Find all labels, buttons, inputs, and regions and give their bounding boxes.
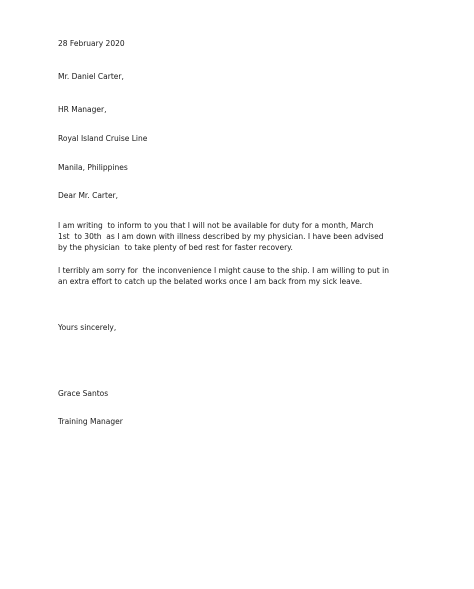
letter-date: 28 February 2020 (58, 39, 125, 48)
salutation: Dear Mr. Carter, (58, 191, 119, 200)
sender-name: Grace Santos (58, 389, 109, 398)
company-name: Royal Island Cruise Line (58, 134, 148, 143)
paragraph-2-line: I terribly am sorry for the inconvenience I might cause to the ship. I am willing to put in (58, 266, 389, 275)
company-location: Manila, Philippines (58, 163, 128, 172)
paragraph-1-line: 1st to 30th as I am down with illness described by my physician. I have been advised (58, 232, 384, 241)
recipient-name: Mr. Daniel Carter, (58, 72, 124, 81)
closing: Yours sincerely, (58, 323, 117, 332)
paragraph-2-line: an extra effort to catch up the belated works once I am back from my sick leave. (58, 277, 363, 286)
paragraph-1-line: by the physician to take plenty of bed rest for faster recovery. (58, 243, 293, 252)
body-paragraph-2 (58, 265, 428, 287)
paragraph-1-line: I am writing to inform to you that I will not be available for duty for a month, March (58, 221, 374, 230)
sender-title: Training Manager (58, 417, 123, 426)
body-paragraph-1 (58, 220, 428, 253)
recipient-title: HR Manager, (58, 105, 107, 114)
